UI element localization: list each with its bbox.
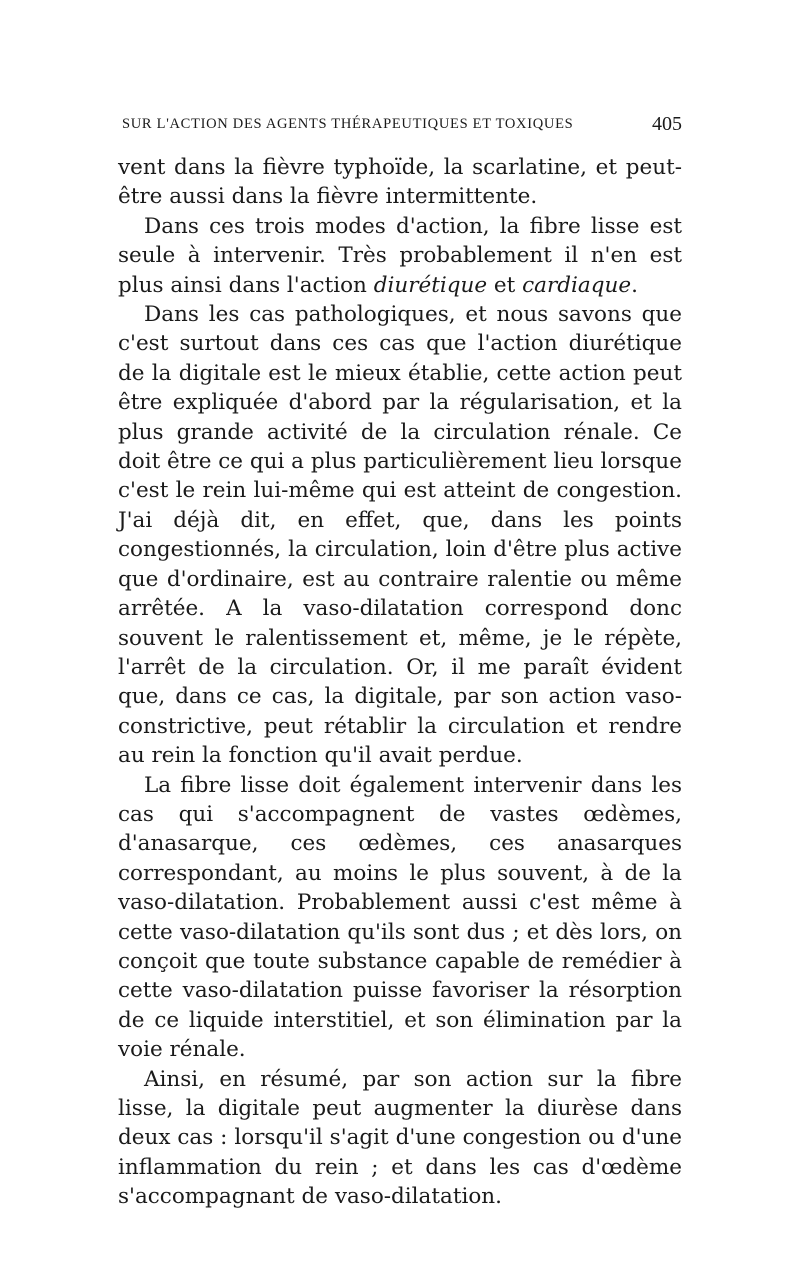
paragraph-2-text: Dans ces trois modes d'action, la fibre lisse est seule à intervenir. Très probablement il n'en est plus ainsi dans l'action <box>118 213 682 298</box>
paragraph-1: vent dans la fièvre typhoïde, la scarlatine, et peut-être aussi dans la fièvre intermittente. <box>118 155 682 210</box>
page-number: 405 <box>652 113 682 135</box>
paragraph-2-period: . <box>631 272 638 298</box>
italic-cardiaque: cardiaque <box>522 272 632 298</box>
paragraph-2-conjunction: et <box>487 272 523 298</box>
paragraph-5: Ainsi, en résumé, par son action sur la fibre lisse, la digitale peut augmenter la diurèse dans deux cas : lorsqu'il s'agit d'une congestion ou d'une inflammation du rein ; et dans les cas d'œdème s'accompagnant de vaso-dilatation. <box>118 1066 682 1210</box>
body-text <box>118 153 682 1212</box>
page-header <box>118 113 682 142</box>
paragraph-2 <box>118 212 682 300</box>
paragraph-3: Dans les cas pathologiques, et nous savons que c'est surtout dans ces cas que l'action diurétique de la digitale est le mieux établie, cette action peut être expliquée d'abord par la régularisation, et la plus grande activité de la circulation rénale. Ce doit être ce qui a plus particulièrement lieu lorsque c'est le rein lui-même qui est atteint de congestion. J'ai déjà dit, en effet, que, dans les points congestionnés, la circulation, loin d'être plus active que d'ordinaire, est au contraire ralentie ou même arrêtée. A la vaso-dilatation correspond donc souvent le ralentissement et, même, je le répète, l'arrêt de la circulation. Or, il me paraît évident que, dans ce cas, la digitale, par son action vaso-constrictive, peut rétablir la circulation et rendre au rein la fonction qu'il avait perdue. <box>118 302 682 769</box>
paragraph-4: La fibre lisse doit également intervenir dans les cas qui s'accompagnent de vastes œdèmes, d'anasarque, ces œdèmes, ces anasarques correspondant, au moins le plus souvent, à de la vaso-dilatation. Probablement aussi c'est même à cette vaso-dilatation qu'ils sont dus ; et dès lors, on conçoit que toute substance capable de remédier à cette vaso-dilatation puisse favoriser la résorption de ce liquide interstitiel, et son élimination par la voie rénale. <box>118 772 682 1063</box>
running-title: SUR L'ACTION DES AGENTS THÉRAPEUTIQUES ET TOXIQUES <box>122 116 574 132</box>
italic-diuretique: diurétique <box>373 272 488 298</box>
